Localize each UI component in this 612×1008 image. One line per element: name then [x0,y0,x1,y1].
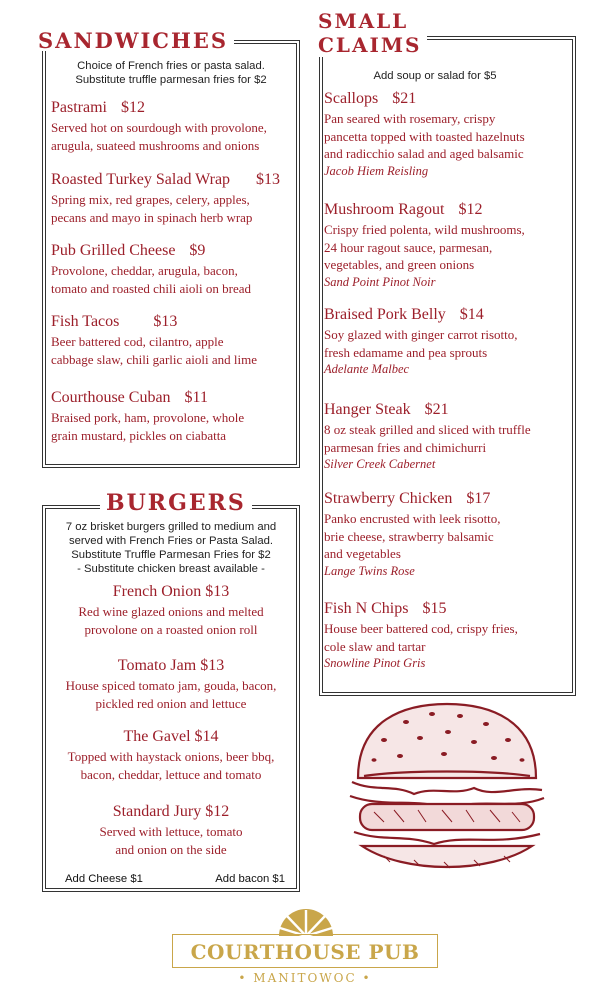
menu-item-fish-n-chips [324,600,574,672]
menu-item-grilled-cheese [51,242,297,297]
menu-item-turkey-wrap [51,171,297,226]
menu-item-hanger-steak [324,401,574,473]
item-description: Braised pork, ham, provolone, whole grain mustard, pickles on ciabatta [51,410,245,443]
wine-pairing: Lange Twins Rose [324,563,415,578]
item-title: Pastrami $12 [51,99,145,116]
sunburst-icon [275,908,337,936]
item-title: Courthouse Cuban $11 [51,389,208,406]
add-cheese-label: Add Cheese $1 [65,873,143,885]
item-description: Soy glazed with ginger carrot risotto, fresh edamame and pea sprouts [324,327,518,360]
menu-item-courthouse-cuban [51,389,297,444]
item-title: Fish Tacos $13 [51,313,178,330]
menu-item-french-onion: French Onion $13 Red wine glazed onions and melted provolone on a roasted onion roll [44,583,298,638]
item-description: Red wine glazed onions and melted provolone on a roasted onion roll [78,604,264,637]
item-title: Mushroom Ragout $12 [324,201,483,218]
menu-item-fish-tacos [51,313,297,368]
logo-location: • MANITOWOC • [238,971,372,985]
logo-name: COURTHOUSE PUB [190,940,420,964]
wine-pairing: Silver Creek Cabernet [324,457,436,471]
item-title: Scallops $21 [324,90,417,107]
menu-item-standard-jury: Standard Jury $12 Served with lettuce, tomato and onion on the side [44,803,298,858]
item-title: Pub Grilled Cheese $9 [51,242,206,259]
burger-illustration [344,700,550,878]
menu-item-pastrami [51,99,297,154]
small-claims-note: Add soup or salad for $5 [373,70,497,82]
item-description: House beer battered cod, crispy fries, cole slaw and tartar [324,621,518,654]
menu-item-pork-belly [324,306,574,378]
item-title: Hanger Steak $21 [324,401,449,418]
item-title: Roasted Turkey Salad Wrap $13 [51,171,281,188]
item-description: Spring mix, red grapes, celery, apples, pecans and mayo in spinach herb wrap [51,192,253,225]
menu-item-mushroom-ragout [324,201,574,291]
menu-item-scallops [324,90,574,180]
item-description: Beer battered cod, cilantro, apple cabbage slaw, chili garlic aioli and lime [51,334,257,367]
burgers-note: 7 oz brisket burgers grilled to medium and served with French Fries or Pasta Salad. Substitute Truffle Parmesan Fries for $2 - Substitute chicken breast available - [65,521,277,575]
item-title: Fish N Chips $15 [324,600,447,617]
menu-item-the-gavel: The Gavel $14 Topped with haystack onions, beer bbq, bacon, cheddar, lettuce and tomato [44,728,298,783]
item-title: Braised Pork Belly $14 [324,306,484,323]
item-description: Panko encrusted with leek risotto, brie cheese, strawberry balsamic and vegetables [324,511,501,561]
sandwiches-heading: SANDWICHES [32,30,234,51]
item-description: Served hot on sourdough with provolone, arugula, suateed mushrooms and onions [51,120,267,153]
item-description: Crispy fried polenta, wild mushrooms, 24 hour ragout sauce, parmesan, vegetables, and green onions [324,222,525,272]
logo-frame [172,934,438,968]
item-description: 8 oz steak grilled and sliced with truffle parmesan fries and chimichurri [324,422,531,455]
menu-item-tomato-jam: Tomato Jam $13 House spiced tomato jam, gouda, bacon, pickled red onion and lettuce [44,657,298,712]
sandwiches-note: Choice of French fries or pasta salad. Substitute truffle parmesan fries for $2 [75,60,267,86]
add-bacon-label: Add bacon $1 [215,873,285,885]
item-title: Strawberry Chicken $17 [324,490,491,507]
menu-item-strawberry-chicken [324,490,574,580]
item-description: Pan seared with rosemary, crispy pancetta topped with toasted hazelnuts and radicchio salad and aged balsamic [324,111,525,161]
wine-pairing: Snowline Pinot Gris [324,656,426,670]
item-description: Topped with haystack onions, beer bbq, bacon, cheddar, lettuce and tomato [67,749,275,782]
wine-pairing: Adelante Malbec [324,362,410,376]
wine-pairing: Jacob Hiem Reisling [324,163,429,178]
burgers-heading: BURGERS [100,492,252,514]
courthouse-pub-logo [172,908,438,1008]
burger-addons [65,873,285,885]
item-description: Provolone, cheddar, arugula, bacon, tomato and roasted chili aioli on bread [51,263,251,296]
item-description: Served with lettuce, tomato and onion on the side [99,824,243,857]
item-description: House spiced tomato jam, gouda, bacon, pickled red onion and lettuce [65,678,277,711]
small-claims-heading: SMALL CLAIMS [312,9,427,57]
wine-pairing: Sand Point Pinot Noir [324,274,436,289]
